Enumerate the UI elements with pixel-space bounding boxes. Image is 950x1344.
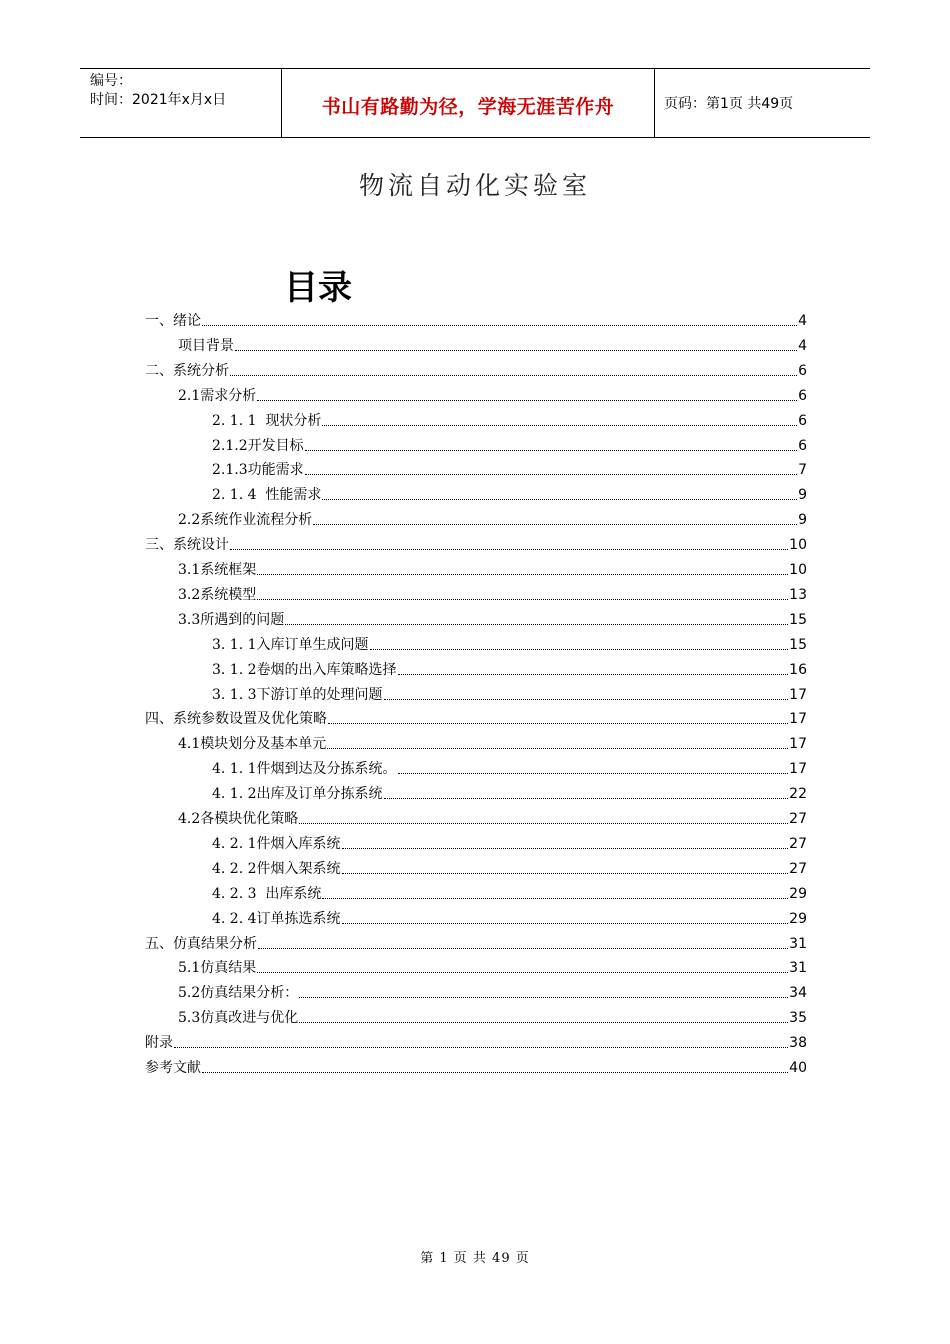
toc-dot-leader [398, 674, 789, 675]
toc-dot-leader [342, 923, 789, 924]
toc-entry[interactable] [212, 883, 807, 903]
toc-dot-leader [342, 848, 789, 849]
header-meta [80, 69, 280, 137]
toc-dot-leader [285, 624, 788, 625]
toc-entry[interactable] [178, 584, 807, 604]
header-page-info: 页码：第1页 共49页 [664, 96, 794, 112]
toc-entry-page: 4 [798, 337, 807, 354]
toc-entry-page: 7 [798, 462, 807, 479]
toc-entry[interactable] [212, 410, 807, 430]
toc-entry[interactable] [212, 783, 807, 803]
toc-entry[interactable] [145, 933, 807, 953]
toc-entry-label: 附录 [145, 1035, 173, 1052]
toc-entry-page: 29 [789, 910, 807, 927]
toc-entry[interactable] [212, 684, 807, 704]
toc-entry[interactable] [178, 335, 807, 355]
toc-entry-label: 五、仿真结果分析 [145, 935, 257, 952]
toc-entry-label: 2. 1. 4 性能需求 [212, 487, 322, 504]
toc-dot-leader [328, 723, 788, 724]
toc-entry-page: 17 [789, 761, 807, 778]
toc-dot-leader [299, 997, 788, 998]
toc-entry-label: 3.1系统框架 [178, 562, 257, 578]
toc-dot-leader [398, 773, 789, 774]
toc-dot-leader [202, 325, 797, 326]
toc-entry[interactable] [212, 659, 807, 679]
toc-entry-page: 15 [789, 611, 807, 628]
header-page-cell [654, 69, 870, 137]
toc-entry-page: 13 [789, 586, 807, 603]
toc-entry-page: 9 [798, 487, 807, 504]
toc-entry-label: 3.2系统模型 [178, 586, 257, 603]
toc-entry[interactable] [178, 957, 807, 977]
toc-entry-page: 6 [798, 437, 807, 454]
page-footer: 第 1 页 共 49 页 [420, 1251, 530, 1266]
toc-dot-leader [230, 375, 797, 376]
toc-dot-leader [384, 798, 789, 799]
toc-entry-page: 17 [789, 736, 807, 753]
toc-dot-leader [235, 350, 797, 351]
toc-entry-page: 31 [789, 960, 807, 977]
toc-entry[interactable] [178, 733, 807, 753]
header-motto-cell [281, 69, 655, 137]
toc-entry-label: 2.1.2开发目标 [212, 437, 304, 454]
toc-entry[interactable] [212, 908, 807, 928]
toc-entry-page: 17 [789, 711, 807, 728]
toc-entry-label: 3. 1. 1入库订单生成问题 [212, 636, 369, 653]
toc-entry[interactable] [145, 310, 807, 330]
toc-entry-label: 5.2仿真结果分析： [178, 985, 299, 1002]
toc-entry[interactable] [178, 1007, 807, 1027]
document-number-label: 编号： [90, 73, 132, 89]
toc-entry[interactable] [145, 1057, 807, 1077]
toc-entry-page: 40 [789, 1060, 807, 1076]
toc-entry-page: 35 [789, 1010, 807, 1027]
toc-entry-page: 6 [798, 387, 807, 404]
toc-entry-label: 4. 1. 1件烟到达及分拣系统。 [212, 761, 397, 778]
toc-dot-leader [299, 823, 788, 824]
toc-dot-leader [322, 425, 797, 426]
toc-entry-label: 3.3所遇到的问题 [178, 611, 285, 628]
toc-entry-label: 三、系统设计 [145, 537, 229, 554]
toc-entry-label: 4.2各模块优化策略 [178, 811, 299, 827]
toc-dot-leader [257, 574, 788, 575]
toc-entry-label: 4. 1. 2出库及订单分拣系统 [212, 786, 383, 803]
toc-entry-page: 38 [789, 1035, 807, 1052]
toc-entry-label: 4. 2. 4订单拣选系统 [212, 910, 341, 927]
toc-entry-label: 四、系统参数设置及优化策略 [145, 711, 327, 728]
toc-entry-label: 2.2系统作业流程分析 [178, 512, 313, 529]
toc-entry-label: 3. 1. 3下游订单的处理问题 [212, 686, 383, 703]
toc-entry-label: 4. 2. 2件烟入架系统 [212, 860, 341, 877]
toc-entry-page: 34 [789, 985, 807, 1002]
toc-entry[interactable] [212, 758, 807, 778]
toc-entry-page: 31 [789, 935, 807, 952]
toc-dot-leader [370, 649, 789, 650]
toc-dot-leader [384, 699, 789, 700]
toc-entry-label: 一、绪论 [145, 313, 201, 329]
toc-dot-leader [305, 474, 797, 475]
toc-entry[interactable] [145, 360, 807, 380]
toc-dot-leader [299, 1022, 788, 1023]
toc-entry-page: 10 [789, 537, 807, 554]
toc-entry-page: 15 [789, 636, 807, 653]
toc-entry[interactable] [145, 534, 807, 554]
toc-entry[interactable] [212, 858, 807, 878]
toc-dot-leader [305, 450, 797, 451]
toc-entry[interactable] [212, 484, 807, 504]
toc-entry-label: 2.1需求分析 [178, 387, 257, 404]
document-subtitle: 物流自动化实验室 [358, 171, 591, 200]
toc-dot-leader [342, 873, 789, 874]
toc-dot-leader [257, 599, 788, 600]
toc-entry[interactable] [212, 833, 807, 853]
toc-entry-page: 16 [789, 661, 807, 678]
toc-entry-label: 4. 2. 1件烟入库系统 [212, 835, 341, 852]
toc-dot-leader [313, 524, 797, 525]
toc-entry-page: 27 [789, 835, 807, 852]
toc-entry[interactable] [178, 385, 807, 405]
toc-entry[interactable] [178, 808, 807, 828]
toc-dot-leader [322, 499, 797, 500]
toc-entry-label: 参考文献 [145, 1060, 201, 1076]
toc-dot-leader [257, 972, 788, 973]
toc-entry-label: 3. 1. 2卷烟的出入库策略选择 [212, 661, 397, 678]
header-motto: 书山有路勤为径，学海无涯苦作舟 [321, 96, 615, 118]
toc-entry[interactable] [178, 609, 807, 629]
toc-dot-leader [230, 549, 788, 550]
toc-entry-page: 9 [798, 512, 807, 529]
toc-entry-page: 22 [789, 786, 807, 803]
toc-entry[interactable] [178, 559, 807, 579]
toc-entry[interactable] [212, 634, 807, 654]
toc-title: 目录 [284, 268, 352, 308]
toc-entry-page: 4 [798, 313, 807, 329]
toc-dot-leader [202, 1072, 788, 1073]
toc-entry-label: 4. 2. 3 出库系统 [212, 885, 322, 902]
toc-entry-page: 27 [789, 860, 807, 877]
toc-entry[interactable] [212, 459, 807, 479]
toc-entry-page: 17 [789, 686, 807, 703]
toc-dot-leader [257, 400, 797, 401]
toc-entry-label: 5.1仿真结果 [178, 960, 257, 977]
toc-entry-label: 二、系统分析 [145, 362, 229, 379]
toc-dot-leader [174, 1047, 788, 1048]
toc-entry-label: 2. 1. 1 现状分析 [212, 412, 322, 429]
toc-entry-page: 27 [789, 811, 807, 827]
document-time-label: 时间：2021年x月x日 [90, 92, 227, 108]
toc-entry-page: 6 [798, 362, 807, 379]
toc-dot-leader [322, 898, 788, 899]
toc-entry-page: 6 [798, 412, 807, 429]
toc-entry-page: 29 [789, 885, 807, 902]
toc-entry[interactable] [145, 1032, 807, 1052]
toc-entry-label: 项目背景 [178, 337, 234, 354]
toc-entry[interactable] [145, 708, 807, 728]
toc-entry-label: 4.1模块划分及基本单元 [178, 736, 327, 753]
toc-dot-leader [327, 748, 788, 749]
toc-dot-leader [258, 948, 788, 949]
toc-entry[interactable] [178, 509, 807, 529]
toc-entry-label: 2.1.3功能需求 [212, 462, 304, 479]
page-header [80, 68, 870, 138]
toc-entry-page: 10 [789, 562, 807, 578]
toc-entry-label: 5.3仿真改进与优化 [178, 1010, 299, 1027]
toc-entry[interactable] [212, 435, 807, 455]
toc-entry[interactable] [178, 982, 807, 1002]
